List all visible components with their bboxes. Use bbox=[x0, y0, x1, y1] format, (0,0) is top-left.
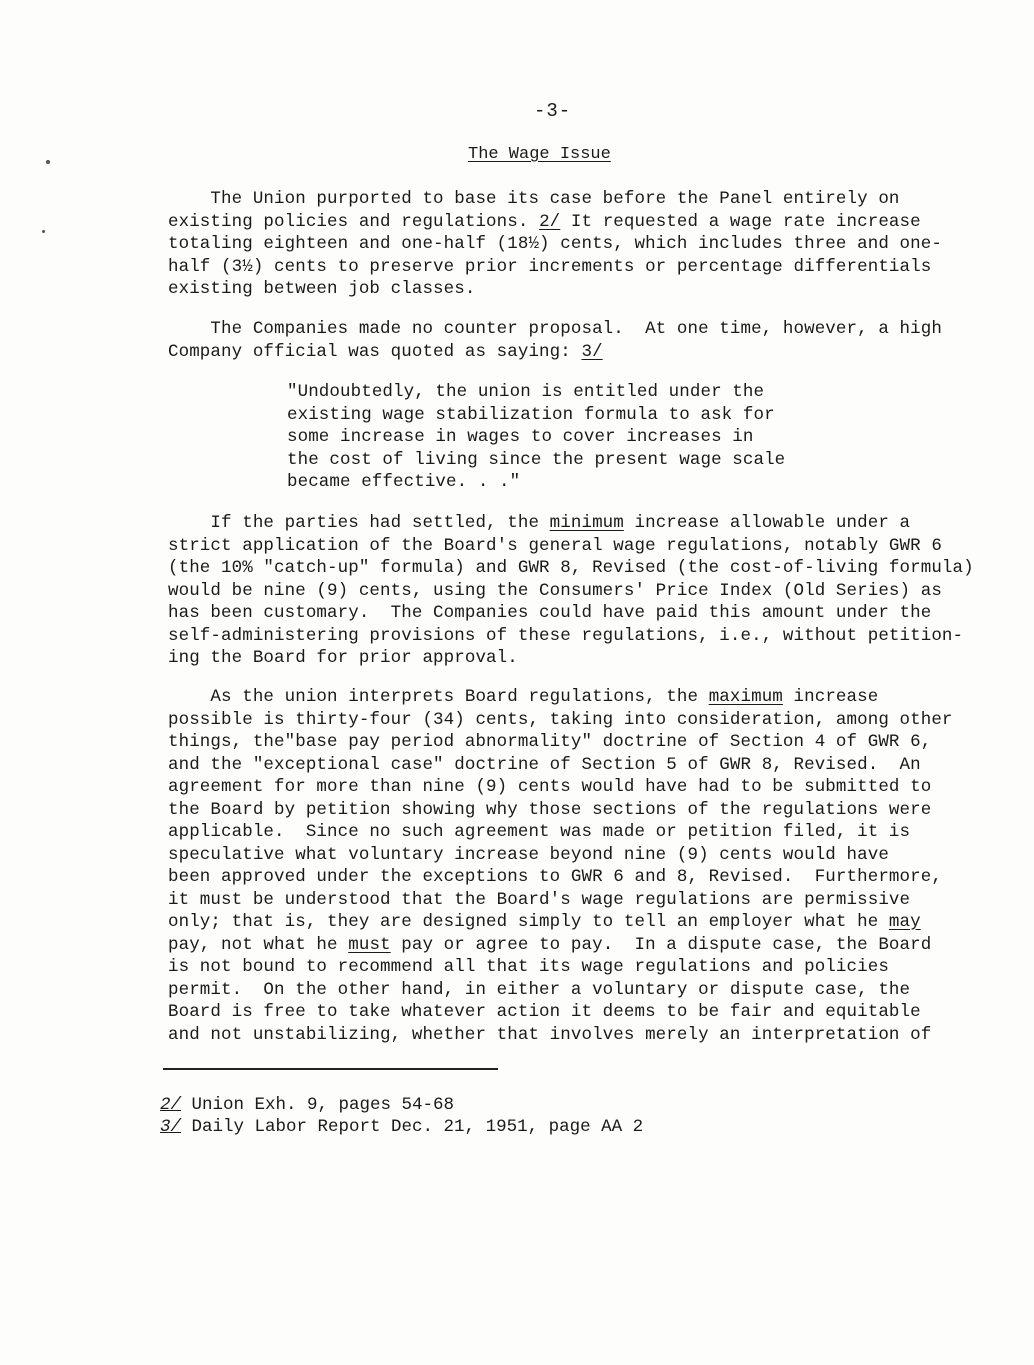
text-line: Company official was quoted as saying: bbox=[168, 341, 582, 362]
footnote-2 bbox=[160, 1094, 454, 1116]
footnote-ref-2: 2/ bbox=[539, 211, 561, 232]
footnote-divider bbox=[163, 1068, 498, 1070]
text-line: been approved under the exceptions to GWR 6 and 8, Revised. Furthermore, bbox=[168, 867, 942, 887]
text-line: permit. On the other hand, in either a voluntary or dispute case, the bbox=[168, 979, 911, 1000]
paragraph-companies-position bbox=[168, 318, 968, 363]
text-line: The Union purported to base its case before the Panel entirely on bbox=[168, 189, 900, 209]
emphasis-may: may bbox=[888, 912, 921, 932]
footnote-mark: 3/ bbox=[160, 1117, 182, 1137]
text-line: totaling eighteen and one-half (18½) cents, which includes three and one- bbox=[168, 234, 942, 254]
text-line: and the "exceptional case" doctrine of Section 5 of GWR 8, Revised. An bbox=[168, 754, 921, 775]
emphasis-must: must bbox=[348, 934, 391, 955]
scan-speck bbox=[46, 160, 50, 164]
text-line: increase bbox=[782, 687, 879, 707]
text-line: existing wage stabilization formula to ask for bbox=[287, 404, 775, 425]
text-line: existing between job classes. bbox=[168, 279, 476, 299]
page-number: -3- bbox=[534, 100, 572, 122]
footnote-ref-3: 3/ bbox=[581, 341, 603, 362]
paragraph-maximum-increase bbox=[168, 686, 968, 1046]
text-line: applicable. Since no such agreement was made or petition filed, it is bbox=[168, 822, 911, 842]
text-line: it must be understood that the Board's wage regulations are permissive bbox=[168, 889, 911, 910]
text-line: possible is thirty-four (34) cents, taking into consideration, among other bbox=[168, 709, 953, 730]
text-line: As the union interprets Board regulations, the bbox=[168, 687, 709, 707]
footnote-text: Union Exh. 9, pages 54-68 bbox=[181, 1095, 455, 1115]
text-line: the cost of living since the present wage scale bbox=[287, 449, 786, 470]
text-line: is not bound to recommend all that its wage regulations and policies bbox=[168, 957, 889, 977]
footnote-mark: 2/ bbox=[160, 1095, 182, 1115]
text-line: became effective. . ." bbox=[287, 472, 521, 492]
text-line: "Undoubtedly, the union is entitled under the bbox=[287, 382, 765, 402]
text-line: speculative what voluntary increase beyond nine (9) cents would have bbox=[168, 844, 889, 865]
text-line: The Companies made no counter proposal. At one time, however, a high bbox=[168, 319, 942, 339]
text-line: half (3½) cents to preserve prior increments or percentage differentials bbox=[168, 256, 932, 277]
text-line: Board is free to take whatever action it deems to be fair and equitable bbox=[168, 1002, 921, 1022]
text-line: If the parties had settled, the bbox=[168, 513, 550, 533]
footnote-text: Daily Labor Report Dec. 21, 1951, page AA 2 bbox=[181, 1117, 644, 1137]
emphasis-minimum: minimum bbox=[549, 513, 624, 533]
text-line: agreement for more than nine (9) cents would have had to be submitted to bbox=[168, 777, 932, 797]
block-quote bbox=[287, 381, 1034, 494]
text-line: some increase in wages to cover increases in bbox=[287, 427, 754, 447]
scan-speck bbox=[42, 230, 45, 233]
text-line: increase allowable under a bbox=[623, 513, 911, 533]
text-line: existing policies and regulations. bbox=[168, 211, 540, 232]
text-line: only; that is, they are designed simply to tell an employer what he bbox=[168, 912, 889, 932]
text-line: has been customary. The Companies could have paid this amount under the bbox=[168, 603, 932, 623]
footnote-3 bbox=[160, 1116, 643, 1138]
paragraph-minimum-increase bbox=[168, 512, 974, 670]
text-line: ing the Board for prior approval. bbox=[168, 648, 518, 668]
text-line: pay or agree to pay. In a dispute case, the Board bbox=[390, 934, 932, 955]
text-line: would be nine (9) cents, using the Consumers' Price Index (Old Series) as bbox=[168, 580, 942, 601]
paragraph-union-position bbox=[168, 188, 968, 301]
emphasis-maximum: maximum bbox=[708, 687, 783, 707]
text-line: strict application of the Board's general wage regulations, notably GWR 6 bbox=[168, 535, 942, 556]
text-line: and not unstabilizing, whether that involves merely an interpretation of bbox=[168, 1024, 932, 1045]
text-line: It requested a wage rate increase bbox=[560, 211, 921, 232]
text-line: self-administering provisions of these regulations, i.e., without petition- bbox=[168, 625, 964, 646]
text-line: pay, not what he bbox=[168, 934, 349, 955]
section-title: The Wage Issue bbox=[468, 145, 611, 164]
text-line: things, the"base pay period abnormality" doctrine of Section 4 of GWR 6, bbox=[168, 732, 932, 752]
text-line: (the 10% "catch-up" formula) and GWR 8, Revised (the cost-of-living formula) bbox=[168, 558, 974, 578]
text-line: the Board by petition showing why those sections of the regulations were bbox=[168, 799, 932, 820]
